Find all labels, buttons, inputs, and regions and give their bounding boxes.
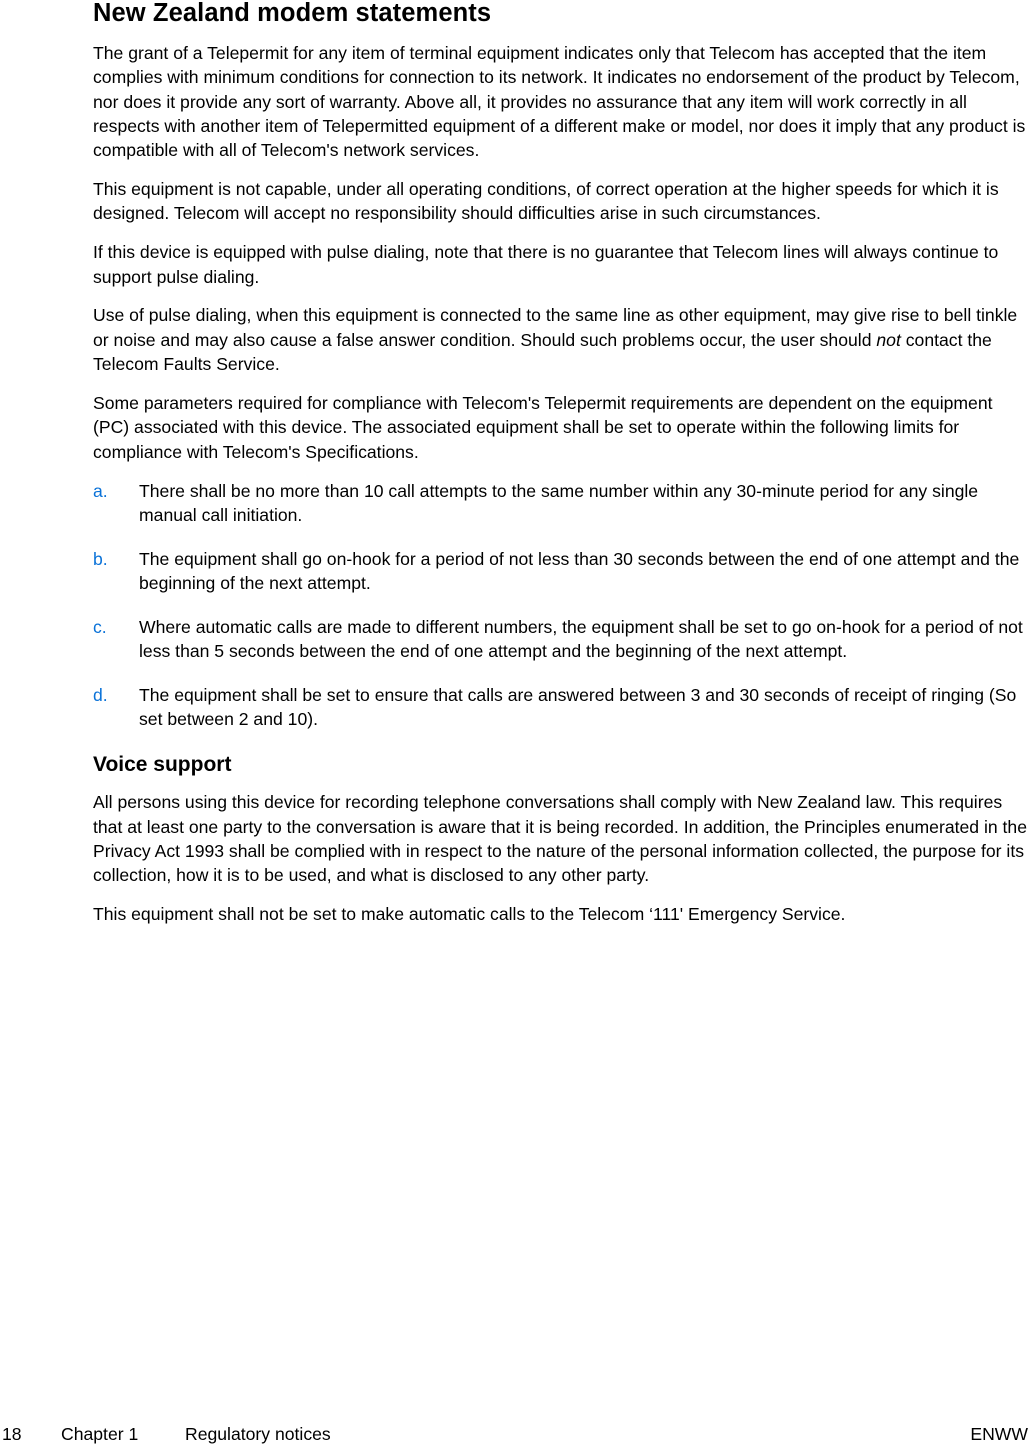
- footer-chapter: Chapter 1: [61, 1424, 139, 1444]
- footer-section-title: Regulatory notices: [185, 1424, 331, 1444]
- pulse-text-after: contact the Telecom Faults Service.: [93, 329, 992, 375]
- list-item: [93, 615, 1029, 664]
- list-marker: d.: [93, 685, 108, 706]
- footer-doc-code: ENWW: [970, 1424, 1028, 1444]
- list-item-text: Where automatic calls are made to different numbers, the equipment shall be set to go on-hook for a period of not less than 5 seconds between the end of one attempt and the beginning of the next attempt.: [139, 617, 1023, 662]
- pulse-dialing-paragraph: [93, 303, 1029, 376]
- page-footer: [0, 1422, 1030, 1446]
- telepermit-paragraph: The grant of a Telepermit for any item of terminal equipment indicates only that Telecom has accepted that the item complies with minimum conditions for connection to its network. It indicates no endorsement of the product by Telecom, nor does it provide any sort of warranty. Above all, it provides no assurance that any item will work correctly in all respects with another item of Telepermitted equipment of a different make or model, nor does it imply that any product is compatible with all of Telecom's network services.: [93, 43, 1026, 161]
- compliance-list: [93, 479, 1029, 732]
- list-item: [93, 547, 1029, 596]
- list-item: [93, 479, 1029, 528]
- page-number: 18: [2, 1424, 22, 1444]
- list-marker: b.: [93, 548, 108, 569]
- list-marker: a.: [93, 480, 108, 501]
- pulse-emphasis: not: [876, 329, 901, 350]
- list-item-text: The equipment shall be set to ensure that calls are answered between 3 and 30 seconds of receipt of ringing (So set between 2 and 10).: [139, 685, 1017, 730]
- pulse-support-paragraph: If this device is equipped with pulse dialing, note that there is no guarantee that Telecom lines will always continue to support pulse dialing.: [93, 242, 999, 287]
- list-marker: c.: [93, 617, 107, 638]
- list-item-text: There shall be no more than 10 call attempts to the same number within any 30-minute period for any single manual call initiation.: [139, 480, 979, 526]
- voice-support-heading: Voice support: [93, 752, 232, 776]
- parameters-paragraph: Some parameters required for compliance with Telecom's Telepermit requirements are dependent on the equipment (PC) associated with this device. The associated equipment shall be set to operate within the following limits for compliance with Telecom's Specifications.: [93, 392, 993, 462]
- list-item-text: The equipment shall go on-hook for a period of not less than 30 seconds between the end of one attempt and the beginning of the next attempt.: [139, 548, 1020, 594]
- list-item: [93, 683, 1029, 732]
- pulse-text-before: Use of pulse dialing, when this equipment is connected to the same line as other equipment, may give rise to bell tinkle or noise and may also cause a false answer condition. Should such problems occur, the user should: [93, 305, 1018, 350]
- recording-law-paragraph: All persons using this device for recording telephone conversations shall comply with New Zealand law. This requires that at least one party to the conversation is aware that it is being recorded. In addition, the Principles enumerated in the Privacy Act 1993 shall be complied with in respect to the nature of the personal information collected, the purpose for its collection, how it is to be used, and what is disclosed to any other party.: [93, 792, 1027, 886]
- speed-paragraph: This equipment is not capable, under all operating conditions, of correct operation at the higher speeds for which it is designed. Telecom will accept no responsibility should difficulties arise in such circumstances.: [93, 179, 999, 224]
- page-title: New Zealand modem statements: [93, 0, 492, 27]
- page-content: [93, 0, 1029, 926]
- emergency-paragraph: This equipment shall not be set to make automatic calls to the Telecom ‘111' Emergency Service.: [93, 903, 846, 924]
